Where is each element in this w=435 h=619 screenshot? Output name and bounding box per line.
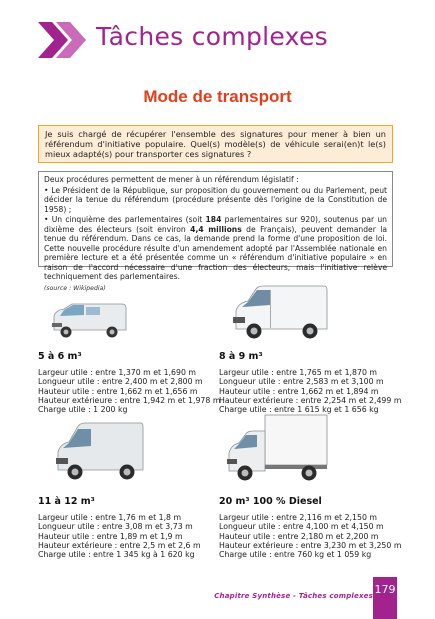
info-bullet-2: • Un cinquième des parlementaires (soit 184 parlementaires sur 920), soutenus par un dixième des électeurs (soit environ 4,4 millions de Français), peuvent demander la tenue du référendum. Dans ce cas, la demande prend la forme d'une proposition de loi. Cette nouvelle procédure résulte d'un amendement adopté par l'Assemblée nationale en première lecture et a été présentée comme un « référendum d'initiative populaire » en raison de l'accord nécessaire d'une fraction des électeurs, mais l'initiative relève techniquement des parlementaires. xyxy=(44,215,387,281)
spec-line: Largeur utile : entre 2,116 m et 2,150 m xyxy=(219,513,377,523)
question-box xyxy=(38,125,393,163)
info-bullet-1: • Le Président de la République, sur proposition du gouvernement ou du Parlement, peut décider la tenue du référendum (procédure présente dès l'origine de la Constitution de 1958) ; xyxy=(44,185,387,214)
info-source: (source : Wikipedia) xyxy=(44,284,106,292)
spec-line: Longueur utile : entre 3,08 m et 3,73 m xyxy=(38,522,193,532)
spec-line: Hauteur utile : entre 1,89 m et 1,9 m xyxy=(38,531,183,541)
spec-line: Hauteur extérieure : entre 2,5 m et 2,6 m xyxy=(38,540,201,550)
vehicle-spec-1 xyxy=(38,352,220,414)
vehicle-volume: 20 m³ 100 % Diesel xyxy=(219,496,322,507)
question-text: Je suis chargé de récupérer l'ensemble des signatures pour mener à bien un référendum d'initiative populaire. Quel(s) modèle(s) de véhicule serai(en)t le(s) mieux adapté(s) pour transporter ces signatures ? xyxy=(45,129,386,159)
vehicle-spec-4 xyxy=(219,497,401,559)
spec-line: Hauteur utile : entre 1,662 m et 1,656 m xyxy=(38,386,198,396)
spec-line: Largeur utile : entre 1,765 m et 1,870 m xyxy=(219,368,377,378)
spec-line: Longueur utile : entre 2,400 m et 2,800 m xyxy=(38,377,203,387)
spec-line: Charge utile : entre 1 615 kg et 1 656 kg xyxy=(219,405,379,415)
spec-line: Largeur utile : entre 1,370 m et 1,690 m xyxy=(38,368,196,378)
spec-line: Hauteur utile : entre 1,662 m et 1,894 m xyxy=(219,386,379,396)
spec-line: Hauteur utile : entre 2,180 m et 2,200 m xyxy=(219,531,379,541)
spec-line: Longueur utile : entre 2,583 m et 3,100 m xyxy=(219,377,384,387)
footer-chapter: Chapitre Synthèse - Tâches complexes xyxy=(214,592,373,600)
spec-line: Charge utile : entre 760 kg et 1 059 kg xyxy=(219,550,372,560)
double-chevron-right-icon xyxy=(38,22,86,58)
page-number: 179 xyxy=(373,577,397,619)
spec-line: Charge utile : entre 1 345 kg à 1 620 kg xyxy=(38,550,195,560)
spec-line: Hauteur extérieure : entre 3,230 m et 3,250 m xyxy=(219,540,402,550)
spec-line: Largeur utile : entre 1,76 m et 1,8 m xyxy=(38,513,182,523)
spec-line: Hauteur extérieure : entre 1,942 m et 1,978 m xyxy=(38,395,221,405)
box-truck-image xyxy=(225,413,330,485)
spec-line: Hauteur extérieure : entre 2,254 m et 2,499 m xyxy=(219,395,402,405)
spec-line: Charge utile : 1 200 kg xyxy=(38,405,128,415)
section-title: Mode de transport xyxy=(143,87,292,106)
small-van-image xyxy=(50,300,128,340)
page-title: Tâches complexes xyxy=(96,22,328,51)
vehicle-spec-2 xyxy=(219,352,401,414)
info-box xyxy=(38,171,393,292)
vehicle-volume: 8 à 9 m³ xyxy=(219,351,263,362)
large-van-image xyxy=(53,420,145,482)
vehicle-volume: 11 à 12 m³ xyxy=(38,496,95,507)
medium-van-image xyxy=(230,283,330,341)
info-intro: Deux procédures permettent de mener à un référendum législatif : xyxy=(44,175,299,184)
vehicle-volume: 5 à 6 m³ xyxy=(38,351,82,362)
spec-line: Longueur utile : entre 4,100 m et 4,150 m xyxy=(219,522,384,532)
vehicle-spec-3 xyxy=(38,497,201,559)
